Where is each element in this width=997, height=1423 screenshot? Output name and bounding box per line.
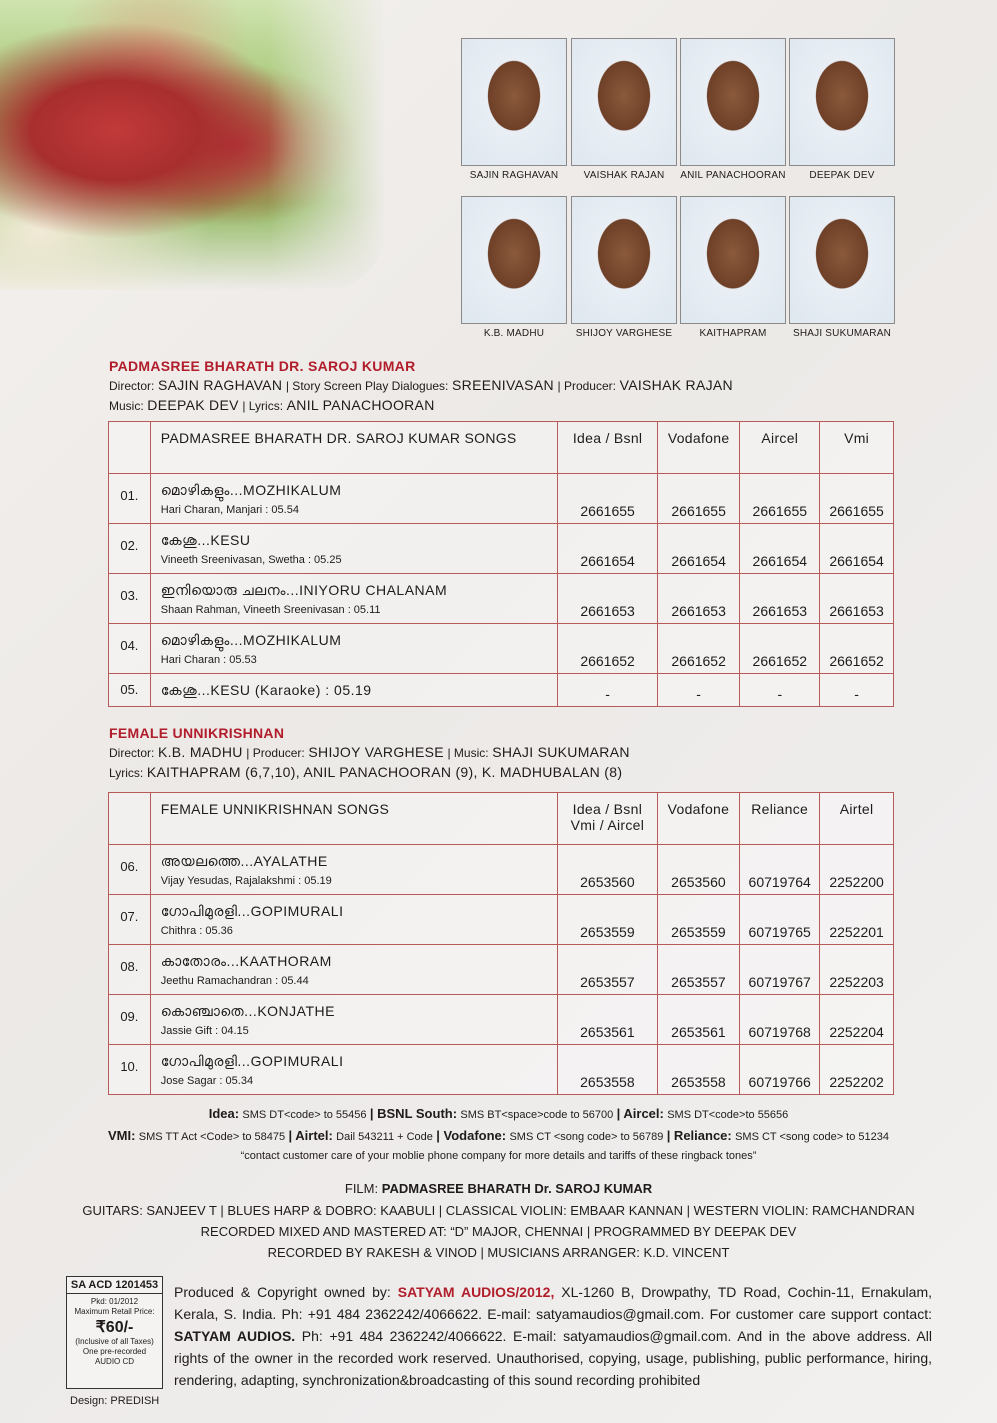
song-cell bbox=[150, 574, 558, 624]
crew-member bbox=[461, 196, 567, 339]
ringtone-code: 2661655 bbox=[820, 474, 894, 524]
crew-member bbox=[680, 38, 786, 181]
crew-photo bbox=[461, 38, 567, 166]
film-line: FILM: PADMASREE BHARATH Dr. SAROJ KUMAR bbox=[344, 1181, 653, 1196]
column-header: FEMALE UNNIKRISHNAN SONGS bbox=[150, 793, 557, 845]
crew-name: SHIJOY VARGHESE bbox=[575, 328, 673, 339]
song-cell bbox=[150, 1045, 557, 1095]
ringtone-code: 60719766 bbox=[740, 1045, 820, 1095]
column-header: Idea / Bsnl Vmi / Aircel bbox=[558, 793, 657, 845]
song-title: ഗോപിമുരളി...GOPIMURALI bbox=[160, 1053, 344, 1069]
packed-date: Pkd: 01/2012 bbox=[90, 1297, 139, 1306]
ringtone-code: 2661654 bbox=[657, 524, 740, 574]
song-cell bbox=[150, 995, 557, 1045]
ringtone-code: 2252200 bbox=[820, 845, 894, 895]
ringtone-code: - bbox=[558, 674, 658, 707]
ringtone-code: - bbox=[740, 674, 820, 707]
crew-photo bbox=[789, 196, 895, 324]
column-header: Reliance bbox=[740, 793, 820, 845]
table-row bbox=[109, 674, 894, 707]
crew-photo bbox=[571, 38, 677, 166]
ringtone-code: 2661655 bbox=[558, 474, 658, 524]
ringtone-code: 60719764 bbox=[740, 845, 820, 895]
track-number: 02. bbox=[109, 524, 151, 574]
ringtone-code: 2653557 bbox=[558, 945, 657, 995]
crew-member bbox=[571, 196, 677, 339]
album2-song-table bbox=[108, 792, 894, 1095]
crew-name: SHAJI SUKUMARAN bbox=[792, 328, 891, 339]
cover-photo bbox=[0, 0, 385, 290]
album1-song-table bbox=[108, 421, 894, 707]
album1-credits-line2: Music: DEEPAK DEV | Lyrics: ANIL PANACHOORAN bbox=[109, 397, 435, 413]
ringtone-code: 2661655 bbox=[740, 474, 820, 524]
product-desc1: One pre-recorded bbox=[82, 1347, 147, 1356]
ringtone-code: 2661654 bbox=[820, 524, 894, 574]
song-title: മൊഴികളും...MOZHIKALUM bbox=[160, 482, 342, 498]
crew-photo bbox=[571, 196, 677, 324]
column-header: Idea / Bsnl bbox=[558, 422, 658, 474]
crew-member bbox=[461, 38, 567, 181]
track-number: 06. bbox=[109, 845, 151, 895]
song-singers: Chithra : 05.36 bbox=[160, 925, 233, 937]
column-header: PADMASREE BHARATH DR. SAROJ KUMAR SONGS bbox=[150, 422, 558, 474]
ringtone-code: 2653560 bbox=[657, 845, 740, 895]
crew-photo bbox=[680, 196, 786, 324]
track-number: 04. bbox=[109, 624, 151, 674]
ringtone-code: 2653557 bbox=[657, 945, 740, 995]
crew-member bbox=[680, 196, 786, 339]
song-title: അയലത്തെ...AYALATHE bbox=[160, 853, 328, 869]
crew-photo bbox=[461, 196, 567, 324]
sms-line1: Idea: SMS DT<code> to 55456 | BSNL South: SMS BT<space>code to 56700 | Aircel: SMS DT<code>to 55656 bbox=[208, 1106, 789, 1121]
track-number: 07. bbox=[109, 895, 151, 945]
ringtone-code: 2653559 bbox=[657, 895, 740, 945]
ringtone-code: - bbox=[820, 674, 894, 707]
column-header: Aircel bbox=[740, 422, 820, 474]
crew-photo bbox=[680, 38, 786, 166]
ringtone-code: 2653561 bbox=[558, 995, 657, 1045]
credits-line3: RECORDED BY RAKESH & VINOD | MUSICIANS ARRANGER: K.D. VINCENT bbox=[267, 1245, 730, 1260]
album2-credits-line2: Lyrics: KAITHAPRAM (6,7,10), ANIL PANACHOORAN (9), K. MADHUBALAN (8) bbox=[109, 764, 623, 780]
table-header bbox=[109, 793, 894, 845]
price-box bbox=[66, 1276, 163, 1389]
table-row bbox=[109, 1045, 894, 1095]
song-singers: Jose Sagar : 05.34 bbox=[160, 1075, 254, 1087]
song-cell bbox=[150, 524, 558, 574]
ringtone-code: 2661654 bbox=[558, 524, 658, 574]
track-number: 03. bbox=[109, 574, 151, 624]
credits-line2: RECORDED MIXED AND MASTERED AT: “D” MAJOR, CHENNAI | PROGRAMMED BY DEEPAK DEV bbox=[200, 1224, 797, 1239]
track-number: 05. bbox=[109, 674, 151, 707]
crew-photo bbox=[789, 38, 895, 166]
table-row bbox=[109, 895, 894, 945]
sms-line2: VMI: SMS TT Act <Code> to 58475 | Airtel: Dail 543211 + Code | Vodafone: SMS CT <song code> to 56789 | Reliance: SMS CT <song code> to 51234 bbox=[108, 1128, 889, 1143]
ringtone-code: 2661652 bbox=[740, 624, 820, 674]
mrp-label: Maximum Retail Price: bbox=[74, 1307, 155, 1316]
song-cell bbox=[150, 845, 557, 895]
column-header: Airtel bbox=[820, 793, 894, 845]
album1-credits-line1: Director: SAJIN RAGHAVAN | Story Screen Play Dialogues: SREENIVASAN | Producer: VAISHAK RAJAN bbox=[109, 377, 733, 393]
ringtone-code: 2653559 bbox=[558, 895, 657, 945]
song-title: കേശു...KESU bbox=[160, 532, 251, 548]
ringtone-code: 60719767 bbox=[740, 945, 820, 995]
ringtone-code: 2661653 bbox=[558, 574, 658, 624]
song-cell bbox=[150, 945, 557, 995]
header-blank bbox=[109, 793, 151, 845]
crew-member bbox=[789, 196, 895, 339]
credits-line1: GUITARS: SANJEEV T | BLUES HARP & DOBRO: KAABULI | CLASSICAL VIOLIN: EMBAAR KANNAN | WESTERN VIOLIN: RAMCHANDRAN bbox=[82, 1203, 915, 1218]
column-header: Vodafone bbox=[657, 422, 740, 474]
crew-name: K.B. MADHU bbox=[483, 328, 545, 339]
design-credit: Design: PREDISH bbox=[70, 1395, 160, 1407]
song-singers: Hari Charan : 05.53 bbox=[160, 654, 257, 666]
table-row bbox=[109, 995, 894, 1045]
column-header: Vodafone bbox=[657, 793, 740, 845]
crew-name: ANIL PANACHOORAN bbox=[680, 170, 786, 181]
track-number: 01. bbox=[109, 474, 151, 524]
ringtone-code: 2661653 bbox=[657, 574, 740, 624]
track-number: 10. bbox=[109, 1045, 151, 1095]
song-singers: Vijay Yesudas, Rajalakshmi : 05.19 bbox=[160, 875, 332, 887]
product-desc2: AUDIO CD bbox=[94, 1357, 135, 1366]
table-header bbox=[109, 422, 894, 474]
album2-title: FEMALE UNNIKRISHNAN bbox=[109, 725, 285, 741]
song-title: ഇനിയൊരു ചലനം...INIYORU CHALANAM bbox=[160, 582, 448, 598]
ringtone-code: 2661653 bbox=[820, 574, 894, 624]
ringtone-code: 2653558 bbox=[558, 1045, 657, 1095]
catalog-code: SA ACD 1201453 bbox=[67, 1277, 162, 1294]
ringtone-code: 2252201 bbox=[820, 895, 894, 945]
table-row bbox=[109, 845, 894, 895]
song-singers: Jeethu Ramachandran : 05.44 bbox=[160, 975, 309, 987]
ringtone-code: 2252204 bbox=[820, 995, 894, 1045]
table-row bbox=[109, 524, 894, 574]
ringtone-code: 60719768 bbox=[740, 995, 820, 1045]
sms-note: “contact customer care of your moblie phone company for more details and tariffs of these ringback tones” bbox=[240, 1150, 757, 1162]
table-row bbox=[109, 945, 894, 995]
price: ₹60/- bbox=[95, 1319, 134, 1336]
track-number: 08. bbox=[109, 945, 151, 995]
table-row bbox=[109, 474, 894, 524]
ringtone-code: 2661652 bbox=[558, 624, 658, 674]
crew-member bbox=[789, 38, 895, 181]
ringtone-code: 2661655 bbox=[657, 474, 740, 524]
song-singers: Hari Charan, Manjari : 05.54 bbox=[160, 504, 299, 516]
ringtone-code: 2653561 bbox=[657, 995, 740, 1045]
crew-name: DEEPAK DEV bbox=[809, 170, 875, 181]
tax-note: (Inclusive of all Taxes) bbox=[75, 1337, 154, 1346]
song-singers: Jassie Gift : 04.15 bbox=[160, 1025, 249, 1037]
track-number: 09. bbox=[109, 995, 151, 1045]
song-title: കേശു...KESU (Karaoke) : 05.19 bbox=[160, 682, 372, 698]
crew-member bbox=[571, 38, 677, 181]
table-row bbox=[109, 574, 894, 624]
ringtone-code: 2661654 bbox=[740, 524, 820, 574]
ringtone-code: 2252203 bbox=[820, 945, 894, 995]
table-row bbox=[109, 624, 894, 674]
ringtone-code: 2653560 bbox=[558, 845, 657, 895]
album1-title: PADMASREE BHARATH DR. SAROJ KUMAR bbox=[109, 358, 416, 374]
ringtone-code: 2661652 bbox=[820, 624, 894, 674]
song-cell bbox=[150, 624, 558, 674]
column-header: Vmi bbox=[820, 422, 894, 474]
song-title: മൊഴികളും...MOZHIKALUM bbox=[160, 632, 342, 648]
song-singers: Vineeth Sreenivasan, Swetha : 05.25 bbox=[160, 554, 342, 566]
ringtone-code: 2252202 bbox=[820, 1045, 894, 1095]
song-cell bbox=[150, 474, 558, 524]
crew-name: KAITHAPRAM bbox=[699, 328, 767, 339]
ringtone-code: 2661652 bbox=[657, 624, 740, 674]
album2-credits-line1: Director: K.B. MADHU | Producer: SHIJOY VARGHESE | Music: SHAJI SUKUMARAN bbox=[109, 744, 630, 760]
song-cell bbox=[150, 895, 557, 945]
crew-name: SAJIN RAGHAVAN bbox=[469, 170, 559, 181]
copyright-text: Produced & Copyright owned by: SATYAM AUDIOS/2012, XL-1260 B, Drowpathy, TD Road, Cochin-11, Ernakulam, Kerala, S. India. Ph: +91 484 2362242/4066622. E-mail: satyamaudios@gmail.com. For customer care support contact: SATYAM AUDIOS. Ph: +91 484 2362242/4066622. E-mail: satyamaudios@gmail.com. And in the above address. All rights of the owner in the recorded work reserved. Unauthorised, copying, usage, publishing, public performance, hiring, rendering, adapting, synchronization&broadcasting of this sound recording prohibited bbox=[174, 1284, 932, 1388]
song-singers: Shaan Rahman, Vineeth Sreenivasan : 05.11 bbox=[160, 604, 381, 616]
song-title: കാതോരം...KAATHORAM bbox=[160, 953, 332, 969]
crew-name: VAISHAK RAJAN bbox=[583, 170, 665, 181]
ringtone-code: 2661653 bbox=[740, 574, 820, 624]
ringtone-code: 60719765 bbox=[740, 895, 820, 945]
song-title: ഗോപിമുരളി...GOPIMURALI bbox=[160, 903, 344, 919]
header-blank bbox=[109, 422, 151, 474]
ringtone-code: 2653558 bbox=[657, 1045, 740, 1095]
song-title: കൊഞ്ചാതെ...KONJATHE bbox=[160, 1003, 335, 1019]
ringtone-code: - bbox=[657, 674, 740, 707]
song-cell bbox=[150, 674, 558, 707]
